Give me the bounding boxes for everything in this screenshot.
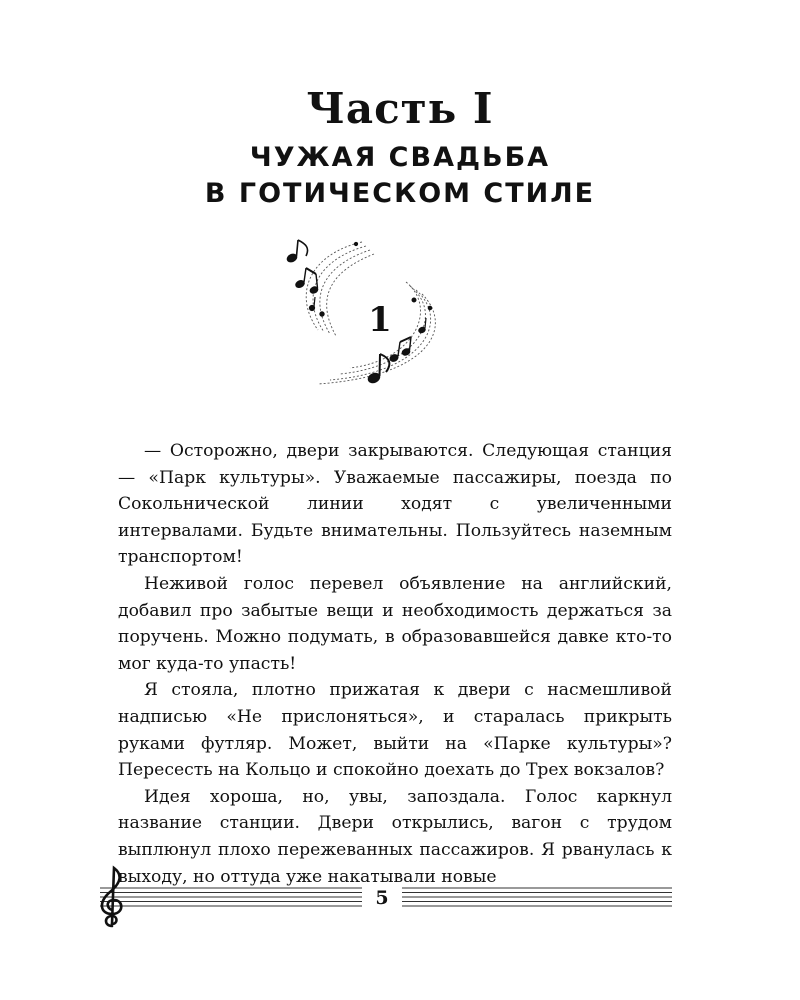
chapter-title-line-2: В ГОТИЧЕСКОМ СТИЛЕ xyxy=(204,178,596,209)
paragraph: Идея хороша, но, увы, запоздала. Голос каркнул название станции. Двери открылись, вагон с трудом выплюнул плохо пережеванных пассажиров. Я рванулась к выходу, но оттуда уже накатывали новые xyxy=(118,786,672,887)
chapter-number: 1 xyxy=(368,300,392,340)
paragraph: Неживой голос перевел объявление на английский, добавил про забытые вещи и необходимость держаться за поручень. Можно подумать, в образовавшейся давке кто-то мог куда-то упасть! xyxy=(118,573,672,674)
paragraph: Я стояла, плотно прижатая к двери с насмешливой надписью «Не прислоняться», и старалась прикрыть руками футляр. Может, выйти на «Парке культуры»? Пересесть на Кольцо и спокойно доехать до Трех вокзалов? xyxy=(118,680,672,781)
page-number: 5 xyxy=(362,886,402,910)
chapter-title xyxy=(0,140,800,212)
part-title: Часть I xyxy=(306,84,494,133)
chapter-title-line-1: ЧУЖАЯ СВАДЬБА xyxy=(249,142,551,173)
chapter-body-text xyxy=(118,438,672,890)
page-footer xyxy=(92,864,672,934)
paragraph: — Осторожно, двери закрываются. Следующая станция — «Парк культуры». Уважаемые пассажиры, поезда по Сокольнической линии ходят с увеличенными интервалами. Будьте внимательны. Пользуйтесь наземным транспортом! xyxy=(118,441,672,568)
